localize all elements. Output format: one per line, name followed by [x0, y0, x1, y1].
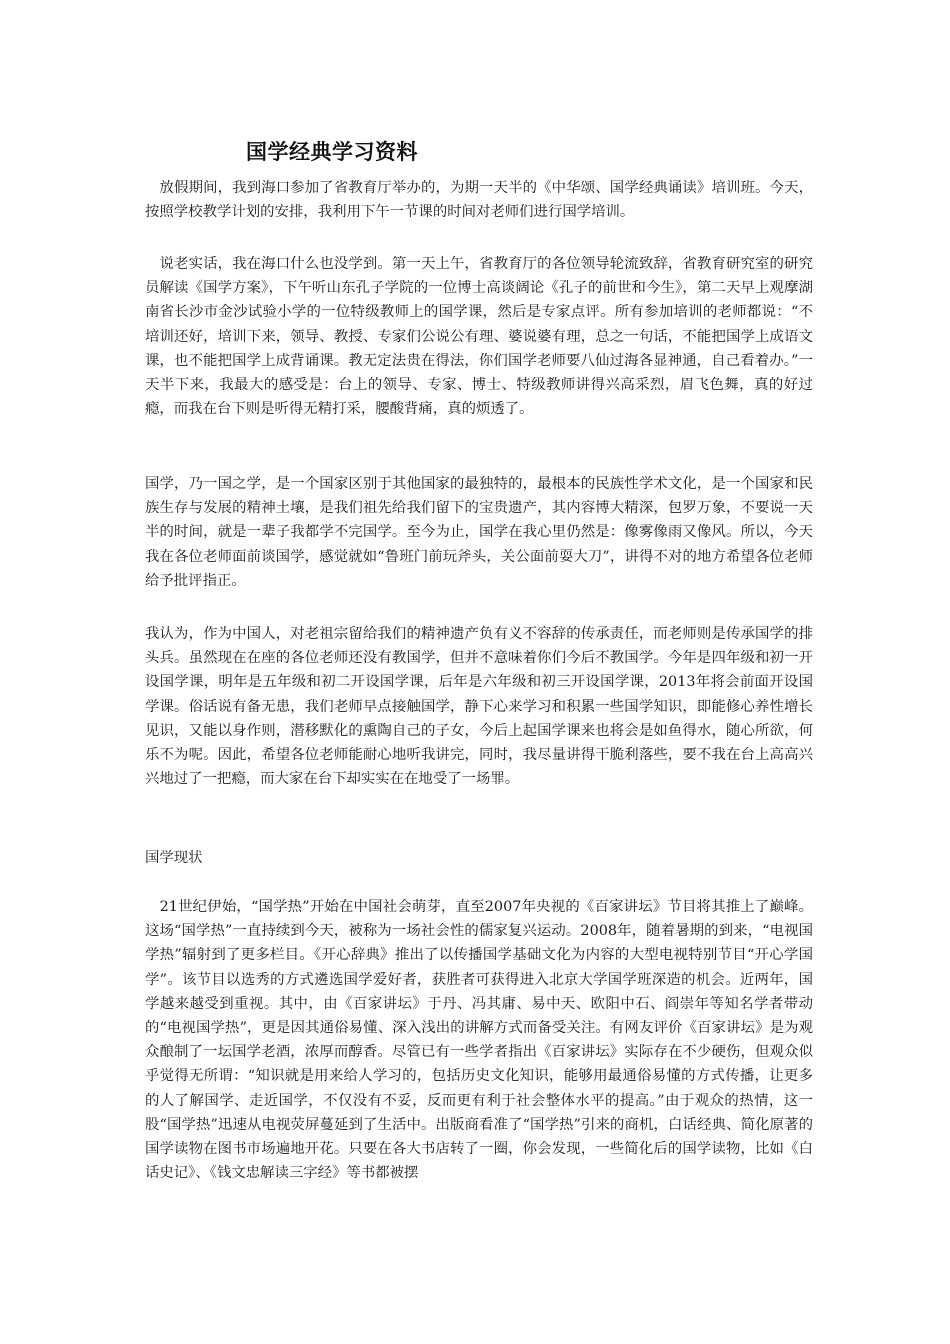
paragraph-guoxue-fever: 21世纪伊始，“国学热”开始在中国社会萌芽，直至2007年央视的《百家讲坛》节目将其推上了巅峰。这场“国学热”一直持续到今天，被称为一场社会性的儒家复兴运动。2008年，随着暑期的到来，“电视国学热”辐射到了更多栏目。《开心辞典》推出了以传播国学基础文化为内容的大型电视特别节目“开心学国学”。该节目以选秀的方式遴选国学爱好者，获胜者可获得进入北京大学国学班深造的机会。近两年，国学越来越受到重视。其中，由《百家讲坛》于丹、冯其庸、易中天、欧阳中石、阎崇年等知名学者带动的“电视国学热”，更是因其通俗易懂、深入浅出的讲解方式而备受关注。有网友评价《百家讲坛》是为观众酿制了一坛国学老酒，浓厚而醇香。尽管已有一些学者指出《百家讲坛》实际存在不少硬伤，但观众似乎觉得无所谓：“知识就是用来给人学习的，包括历史文化知识，能够用最通俗易懂的方式传播，让更多的人了解国学、走近国学，不仅没有不妥，反而更有利于社会整体水平的提高。”由于观众的热情，这一股“国学热”迅速从电视荧屏蔓延到了生活中。出版商看准了“国学热”引来的商机，白话经典、简化原著的国学读物在图书市场遍地开花。只要在各大书店转了一圈，你会发现，一些简化后的国学读物，比如《白话史记》、《钱文忠解读三字经》等书都被摆: [145, 899, 813, 1182]
paragraph-responsibility: 我认为，作为中国人，对老祖宗留给我们的精神遗产负有义不容辞的传承责任，而老师则是传承国学的排头兵。虽然现在在座的各位老师还没有教国学，但并不意味着你们今后不教国学。今年是四年级和初一开设国学课，明年是五年级和初二开设国学课，后年是六年级和初三开设国学课，2013年将会前面开设国学课。俗话说有备无患，我们老师早点接触国学，静下心来学习和积累一些国学知识，即能修心养性增长见识，又能以身作则，潜移默化的熏陶自己的子女，今后上起国学课来也将会是如鱼得水，随心所欲，何乐不为呢。因此，希望各位老师能耐心地听我讲完，同时，我尽量讲得干脆利落些，要不我在台上高高兴兴地过了一把瘾，而大家在台下却实实在在地受了一场罪。: [145, 626, 813, 788]
document-title: 国学经典学习资料: [246, 140, 418, 164]
paragraph-intro: 放假期间，我到海口参加了省教育厅举办的，为期一天半的《中华颂、国学经典诵读》培训班。今天，按照学校教学计划的安排，我利用下午一节课的时间对老师们进行国学培训。: [145, 180, 813, 221]
paragraph-training-experience: 说老实话，我在海口什么也没学到。第一天上午，省教育厅的各位领导轮流致辞，省教育研究室的研究员解读《国学方案》，下午听山东孔子学院的一位博士高谈阔论《孔子的前世和今生》，第二天早上观摩湖南省长沙市金沙试验小学的一位特级教师上的国学课，然后是专家点评。所有参加培训的老师都说：“不培训还好，培训下来，领导、教授、专家们公说公有理、婆说婆有理，总之一句话，不能把国学上成语文课，也不能把国学上成背诵课。教无定法贵在得法，你们国学老师要八仙过海各显神通，自己看着办。”一天半下来，我最大的感受是：台上的领导、专家、博士、特级教师讲得兴高采烈，眉飞色舞，真的好过瘾，而我在台下则是听得无精打采，腰酸背痛，真的烦透了。: [145, 256, 813, 418]
section-heading-guoxue-status: 国学现状: [145, 850, 203, 866]
paragraph-what-is-guoxue: 国学，乃一国之学，是一个国家区别于其他国家的最独特的，最根本的民族性学术文化，是一个国家和民族生存与发展的精神土壤，是我们祖先给我们留下的宝贵遗产，其内容博大精深，包罗万象，不要说一天半的时间，就是一辈子我都学不完国学。至今为止，国学在我心里仍然是：像雾像雨又像风。所以，今天我在各位老师面前谈国学，感觉就如“鲁班门前玩斧头，关公面前耍大刀”，讲得不对的地方希望各位老师给予批评指正。: [145, 476, 813, 589]
